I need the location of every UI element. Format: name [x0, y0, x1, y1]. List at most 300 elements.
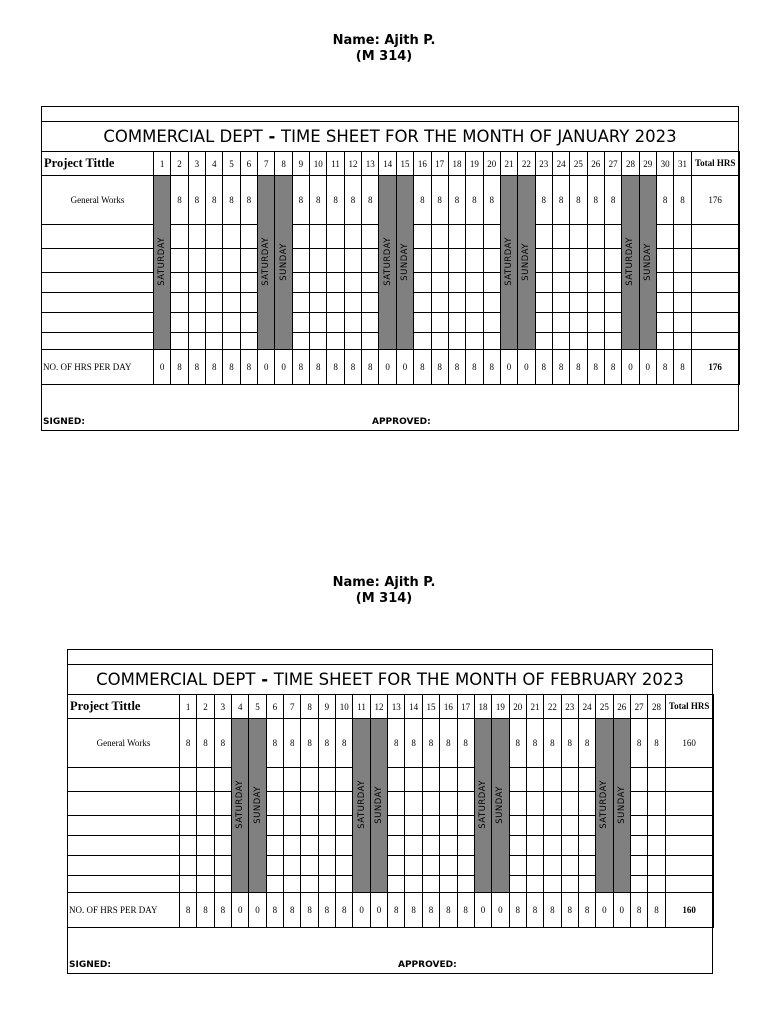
blank-hours-cell[interactable] — [544, 836, 561, 856]
blank-hours-cell[interactable] — [431, 225, 448, 249]
hours-cell[interactable]: 8 — [188, 176, 205, 225]
blank-hours-cell[interactable] — [422, 876, 439, 893]
blank-hours-cell[interactable] — [266, 836, 283, 856]
blank-hours-cell[interactable] — [344, 333, 361, 350]
blank-project-cell[interactable] — [68, 816, 180, 836]
blank-hours-cell[interactable] — [197, 816, 214, 836]
hours-cell[interactable]: 8 — [587, 176, 604, 225]
blank-hours-cell[interactable] — [457, 856, 474, 876]
blank-hours-cell[interactable] — [362, 293, 379, 313]
blank-hours-cell[interactable] — [414, 273, 431, 293]
blank-hours-cell[interactable] — [552, 273, 569, 293]
blank-hours-cell[interactable] — [448, 313, 465, 333]
blank-hours-cell[interactable] — [656, 249, 673, 273]
blank-hours-cell[interactable] — [604, 273, 621, 293]
blank-hours-cell[interactable] — [656, 313, 673, 333]
blank-hours-cell[interactable] — [310, 313, 327, 333]
blank-hours-cell[interactable] — [301, 876, 318, 893]
blank-hours-cell[interactable] — [180, 792, 197, 816]
blank-hours-cell[interactable] — [327, 249, 344, 273]
blank-hours-cell[interactable] — [301, 792, 318, 816]
blank-hours-cell[interactable] — [266, 768, 283, 792]
blank-hours-cell[interactable] — [240, 333, 257, 350]
blank-hours-cell[interactable] — [552, 333, 569, 350]
blank-hours-cell[interactable] — [483, 313, 500, 333]
blank-hours-cell[interactable] — [171, 249, 188, 273]
blank-hours-cell[interactable] — [561, 836, 578, 856]
blank-hours-cell[interactable] — [284, 792, 301, 816]
blank-hours-cell[interactable] — [674, 225, 691, 249]
blank-hours-cell[interactable] — [422, 816, 439, 836]
blank-hours-cell[interactable] — [674, 293, 691, 313]
hours-cell[interactable]: 8 — [570, 176, 587, 225]
blank-hours-cell[interactable] — [483, 333, 500, 350]
blank-hours-cell[interactable] — [188, 225, 205, 249]
blank-hours-cell[interactable] — [526, 876, 543, 893]
hours-cell[interactable]: 8 — [223, 176, 240, 225]
blank-hours-cell[interactable] — [561, 768, 578, 792]
blank-hours-cell[interactable] — [336, 876, 353, 893]
blank-hours-cell[interactable] — [292, 293, 309, 313]
blank-hours-cell[interactable] — [388, 856, 405, 876]
blank-hours-cell[interactable] — [526, 792, 543, 816]
hours-cell[interactable]: 8 — [561, 719, 578, 768]
blank-hours-cell[interactable] — [561, 876, 578, 893]
blank-hours-cell[interactable] — [630, 768, 647, 792]
blank-hours-cell[interactable] — [310, 273, 327, 293]
blank-hours-cell[interactable] — [578, 876, 595, 893]
blank-hours-cell[interactable] — [362, 333, 379, 350]
hours-cell[interactable]: 8 — [336, 719, 353, 768]
blank-hours-cell[interactable] — [240, 313, 257, 333]
blank-hours-cell[interactable] — [336, 836, 353, 856]
blank-hours-cell[interactable] — [292, 249, 309, 273]
blank-hours-cell[interactable] — [544, 856, 561, 876]
blank-hours-cell[interactable] — [318, 856, 335, 876]
blank-project-cell[interactable] — [42, 293, 154, 313]
blank-hours-cell[interactable] — [466, 273, 483, 293]
hours-cell[interactable]: 8 — [414, 176, 431, 225]
blank-hours-cell[interactable] — [171, 225, 188, 249]
blank-hours-cell[interactable] — [535, 313, 552, 333]
blank-hours-cell[interactable] — [570, 273, 587, 293]
blank-hours-cell[interactable] — [648, 768, 665, 792]
blank-hours-cell[interactable] — [240, 225, 257, 249]
blank-project-cell[interactable] — [42, 313, 154, 333]
blank-hours-cell[interactable] — [214, 856, 231, 876]
blank-hours-cell[interactable] — [266, 856, 283, 876]
blank-hours-cell[interactable] — [388, 816, 405, 836]
blank-hours-cell[interactable] — [570, 249, 587, 273]
hours-cell[interactable]: 8 — [422, 719, 439, 768]
blank-hours-cell[interactable] — [414, 333, 431, 350]
hours-cell[interactable]: 8 — [526, 719, 543, 768]
blank-hours-cell[interactable] — [440, 792, 457, 816]
blank-hours-cell[interactable] — [604, 313, 621, 333]
blank-hours-cell[interactable] — [197, 876, 214, 893]
hours-cell[interactable]: 8 — [535, 176, 552, 225]
hours-cell[interactable]: 8 — [310, 176, 327, 225]
hours-cell[interactable]: 8 — [301, 719, 318, 768]
hours-cell[interactable]: 8 — [509, 719, 526, 768]
blank-hours-cell[interactable] — [587, 225, 604, 249]
blank-hours-cell[interactable] — [561, 792, 578, 816]
blank-hours-cell[interactable] — [180, 836, 197, 856]
blank-hours-cell[interactable] — [223, 313, 240, 333]
hours-cell[interactable]: 8 — [552, 176, 569, 225]
blank-hours-cell[interactable] — [509, 792, 526, 816]
blank-hours-cell[interactable] — [388, 836, 405, 856]
hours-cell[interactable]: 8 — [197, 719, 214, 768]
blank-hours-cell[interactable] — [587, 273, 604, 293]
blank-hours-cell[interactable] — [223, 225, 240, 249]
blank-hours-cell[interactable] — [327, 293, 344, 313]
blank-hours-cell[interactable] — [561, 856, 578, 876]
blank-hours-cell[interactable] — [171, 273, 188, 293]
blank-hours-cell[interactable] — [526, 768, 543, 792]
blank-hours-cell[interactable] — [405, 836, 422, 856]
blank-hours-cell[interactable] — [509, 856, 526, 876]
blank-hours-cell[interactable] — [171, 313, 188, 333]
blank-hours-cell[interactable] — [578, 816, 595, 836]
blank-hours-cell[interactable] — [578, 836, 595, 856]
hours-cell[interactable]: 8 — [344, 176, 361, 225]
blank-hours-cell[interactable] — [223, 333, 240, 350]
blank-hours-cell[interactable] — [570, 313, 587, 333]
blank-hours-cell[interactable] — [318, 836, 335, 856]
blank-hours-cell[interactable] — [284, 768, 301, 792]
blank-hours-cell[interactable] — [336, 816, 353, 836]
blank-hours-cell[interactable] — [552, 225, 569, 249]
blank-hours-cell[interactable] — [448, 333, 465, 350]
blank-hours-cell[interactable] — [240, 249, 257, 273]
blank-hours-cell[interactable] — [284, 836, 301, 856]
blank-hours-cell[interactable] — [188, 313, 205, 333]
blank-project-cell[interactable] — [68, 792, 180, 816]
blank-hours-cell[interactable] — [570, 293, 587, 313]
blank-hours-cell[interactable] — [457, 792, 474, 816]
hours-cell[interactable]: 8 — [544, 719, 561, 768]
blank-hours-cell[interactable] — [448, 273, 465, 293]
blank-hours-cell[interactable] — [656, 293, 673, 313]
blank-hours-cell[interactable] — [310, 249, 327, 273]
blank-hours-cell[interactable] — [214, 768, 231, 792]
blank-hours-cell[interactable] — [466, 293, 483, 313]
blank-hours-cell[interactable] — [648, 816, 665, 836]
blank-hours-cell[interactable] — [180, 768, 197, 792]
blank-hours-cell[interactable] — [544, 768, 561, 792]
hours-cell[interactable]: 8 — [457, 719, 474, 768]
hours-cell[interactable]: 8 — [440, 719, 457, 768]
blank-hours-cell[interactable] — [674, 313, 691, 333]
blank-hours-cell[interactable] — [648, 792, 665, 816]
blank-hours-cell[interactable] — [431, 333, 448, 350]
blank-hours-cell[interactable] — [318, 876, 335, 893]
blank-hours-cell[interactable] — [284, 816, 301, 836]
blank-hours-cell[interactable] — [284, 856, 301, 876]
blank-hours-cell[interactable] — [648, 856, 665, 876]
blank-hours-cell[interactable] — [336, 768, 353, 792]
hours-cell[interactable]: 8 — [578, 719, 595, 768]
hours-cell[interactable]: 8 — [466, 176, 483, 225]
blank-hours-cell[interactable] — [578, 768, 595, 792]
hours-cell[interactable]: 8 — [604, 176, 621, 225]
hours-cell[interactable]: 8 — [483, 176, 500, 225]
blank-hours-cell[interactable] — [552, 249, 569, 273]
blank-hours-cell[interactable] — [171, 293, 188, 313]
blank-hours-cell[interactable] — [422, 792, 439, 816]
blank-hours-cell[interactable] — [327, 273, 344, 293]
blank-hours-cell[interactable] — [344, 273, 361, 293]
blank-hours-cell[interactable] — [578, 792, 595, 816]
blank-hours-cell[interactable] — [301, 836, 318, 856]
blank-hours-cell[interactable] — [197, 792, 214, 816]
blank-hours-cell[interactable] — [526, 816, 543, 836]
blank-hours-cell[interactable] — [301, 768, 318, 792]
blank-hours-cell[interactable] — [405, 816, 422, 836]
blank-hours-cell[interactable] — [630, 876, 647, 893]
blank-hours-cell[interactable] — [344, 313, 361, 333]
blank-hours-cell[interactable] — [526, 836, 543, 856]
blank-hours-cell[interactable] — [466, 313, 483, 333]
blank-hours-cell[interactable] — [535, 333, 552, 350]
blank-hours-cell[interactable] — [509, 836, 526, 856]
blank-hours-cell[interactable] — [318, 816, 335, 836]
blank-hours-cell[interactable] — [440, 816, 457, 836]
blank-hours-cell[interactable] — [292, 225, 309, 249]
blank-hours-cell[interactable] — [206, 313, 223, 333]
hours-cell[interactable]: 8 — [206, 176, 223, 225]
blank-hours-cell[interactable] — [535, 225, 552, 249]
blank-hours-cell[interactable] — [318, 768, 335, 792]
blank-hours-cell[interactable] — [457, 876, 474, 893]
blank-hours-cell[interactable] — [180, 876, 197, 893]
blank-hours-cell[interactable] — [214, 876, 231, 893]
blank-hours-cell[interactable] — [362, 249, 379, 273]
blank-hours-cell[interactable] — [431, 249, 448, 273]
blank-hours-cell[interactable] — [509, 768, 526, 792]
blank-hours-cell[interactable] — [180, 856, 197, 876]
blank-hours-cell[interactable] — [630, 836, 647, 856]
blank-hours-cell[interactable] — [344, 225, 361, 249]
blank-hours-cell[interactable] — [405, 876, 422, 893]
blank-hours-cell[interactable] — [422, 856, 439, 876]
hours-cell[interactable]: 8 — [388, 719, 405, 768]
blank-hours-cell[interactable] — [587, 333, 604, 350]
blank-project-cell[interactable] — [42, 273, 154, 293]
blank-hours-cell[interactable] — [336, 792, 353, 816]
blank-hours-cell[interactable] — [483, 249, 500, 273]
blank-hours-cell[interactable] — [327, 333, 344, 350]
blank-hours-cell[interactable] — [240, 273, 257, 293]
blank-hours-cell[interactable] — [674, 249, 691, 273]
blank-hours-cell[interactable] — [431, 273, 448, 293]
hours-cell[interactable]: 8 — [180, 719, 197, 768]
blank-hours-cell[interactable] — [223, 249, 240, 273]
blank-hours-cell[interactable] — [223, 273, 240, 293]
blank-hours-cell[interactable] — [344, 249, 361, 273]
blank-hours-cell[interactable] — [310, 225, 327, 249]
blank-hours-cell[interactable] — [604, 333, 621, 350]
hours-cell[interactable]: 8 — [214, 719, 231, 768]
hours-cell[interactable]: 8 — [318, 719, 335, 768]
blank-hours-cell[interactable] — [292, 333, 309, 350]
blank-hours-cell[interactable] — [301, 856, 318, 876]
blank-hours-cell[interactable] — [388, 876, 405, 893]
blank-hours-cell[interactable] — [552, 313, 569, 333]
blank-hours-cell[interactable] — [570, 333, 587, 350]
blank-hours-cell[interactable] — [457, 836, 474, 856]
blank-hours-cell[interactable] — [674, 333, 691, 350]
blank-hours-cell[interactable] — [587, 249, 604, 273]
blank-hours-cell[interactable] — [197, 768, 214, 792]
blank-hours-cell[interactable] — [526, 856, 543, 876]
hours-cell[interactable]: 8 — [362, 176, 379, 225]
hours-cell[interactable]: 8 — [171, 176, 188, 225]
blank-hours-cell[interactable] — [466, 249, 483, 273]
blank-hours-cell[interactable] — [448, 249, 465, 273]
blank-hours-cell[interactable] — [648, 876, 665, 893]
blank-project-cell[interactable] — [42, 225, 154, 249]
blank-hours-cell[interactable] — [414, 293, 431, 313]
blank-hours-cell[interactable] — [266, 816, 283, 836]
blank-hours-cell[interactable] — [440, 768, 457, 792]
blank-hours-cell[interactable] — [188, 333, 205, 350]
blank-hours-cell[interactable] — [214, 816, 231, 836]
blank-hours-cell[interactable] — [457, 768, 474, 792]
blank-hours-cell[interactable] — [648, 836, 665, 856]
blank-hours-cell[interactable] — [440, 856, 457, 876]
blank-hours-cell[interactable] — [240, 293, 257, 313]
blank-hours-cell[interactable] — [604, 225, 621, 249]
blank-hours-cell[interactable] — [544, 876, 561, 893]
blank-hours-cell[interactable] — [214, 836, 231, 856]
blank-hours-cell[interactable] — [552, 293, 569, 313]
blank-hours-cell[interactable] — [587, 293, 604, 313]
blank-hours-cell[interactable] — [630, 792, 647, 816]
blank-hours-cell[interactable] — [422, 836, 439, 856]
blank-hours-cell[interactable] — [344, 293, 361, 313]
blank-hours-cell[interactable] — [630, 816, 647, 836]
blank-hours-cell[interactable] — [656, 333, 673, 350]
hours-cell[interactable]: 8 — [431, 176, 448, 225]
blank-hours-cell[interactable] — [310, 293, 327, 313]
blank-hours-cell[interactable] — [292, 273, 309, 293]
blank-project-cell[interactable] — [68, 856, 180, 876]
blank-hours-cell[interactable] — [414, 225, 431, 249]
blank-hours-cell[interactable] — [483, 293, 500, 313]
blank-hours-cell[interactable] — [388, 792, 405, 816]
blank-hours-cell[interactable] — [188, 293, 205, 313]
blank-hours-cell[interactable] — [483, 273, 500, 293]
blank-hours-cell[interactable] — [440, 876, 457, 893]
blank-hours-cell[interactable] — [206, 225, 223, 249]
blank-hours-cell[interactable] — [197, 836, 214, 856]
blank-hours-cell[interactable] — [197, 856, 214, 876]
blank-hours-cell[interactable] — [405, 856, 422, 876]
blank-hours-cell[interactable] — [180, 816, 197, 836]
blank-hours-cell[interactable] — [535, 293, 552, 313]
blank-project-cell[interactable] — [42, 249, 154, 273]
blank-hours-cell[interactable] — [656, 225, 673, 249]
blank-hours-cell[interactable] — [422, 768, 439, 792]
blank-hours-cell[interactable] — [587, 313, 604, 333]
blank-hours-cell[interactable] — [223, 293, 240, 313]
hours-cell[interactable]: 8 — [266, 719, 283, 768]
blank-hours-cell[interactable] — [327, 225, 344, 249]
blank-hours-cell[interactable] — [604, 249, 621, 273]
blank-hours-cell[interactable] — [171, 333, 188, 350]
hours-cell[interactable]: 8 — [284, 719, 301, 768]
hours-cell[interactable]: 8 — [674, 176, 691, 225]
hours-cell[interactable]: 8 — [327, 176, 344, 225]
blank-hours-cell[interactable] — [292, 313, 309, 333]
blank-hours-cell[interactable] — [448, 225, 465, 249]
blank-hours-cell[interactable] — [301, 816, 318, 836]
blank-hours-cell[interactable] — [327, 313, 344, 333]
blank-hours-cell[interactable] — [431, 313, 448, 333]
blank-hours-cell[interactable] — [578, 856, 595, 876]
blank-hours-cell[interactable] — [535, 249, 552, 273]
blank-hours-cell[interactable] — [188, 273, 205, 293]
blank-hours-cell[interactable] — [561, 816, 578, 836]
blank-project-cell[interactable] — [42, 333, 154, 350]
blank-hours-cell[interactable] — [674, 273, 691, 293]
blank-hours-cell[interactable] — [570, 225, 587, 249]
blank-hours-cell[interactable] — [206, 333, 223, 350]
blank-hours-cell[interactable] — [483, 225, 500, 249]
blank-hours-cell[interactable] — [414, 313, 431, 333]
hours-cell[interactable]: 8 — [240, 176, 257, 225]
blank-hours-cell[interactable] — [206, 249, 223, 273]
blank-hours-cell[interactable] — [318, 792, 335, 816]
blank-hours-cell[interactable] — [206, 273, 223, 293]
blank-hours-cell[interactable] — [362, 225, 379, 249]
blank-hours-cell[interactable] — [535, 273, 552, 293]
blank-hours-cell[interactable] — [440, 836, 457, 856]
hours-cell[interactable]: 8 — [630, 719, 647, 768]
blank-hours-cell[interactable] — [266, 876, 283, 893]
blank-hours-cell[interactable] — [405, 792, 422, 816]
blank-hours-cell[interactable] — [656, 273, 673, 293]
blank-project-cell[interactable] — [68, 876, 180, 893]
blank-hours-cell[interactable] — [457, 816, 474, 836]
hours-cell[interactable]: 8 — [648, 719, 665, 768]
blank-hours-cell[interactable] — [310, 333, 327, 350]
blank-hours-cell[interactable] — [544, 816, 561, 836]
hours-cell[interactable]: 8 — [405, 719, 422, 768]
blank-hours-cell[interactable] — [448, 293, 465, 313]
blank-hours-cell[interactable] — [466, 333, 483, 350]
blank-hours-cell[interactable] — [362, 273, 379, 293]
blank-hours-cell[interactable] — [388, 768, 405, 792]
blank-hours-cell[interactable] — [206, 293, 223, 313]
hours-cell[interactable]: 8 — [292, 176, 309, 225]
blank-hours-cell[interactable] — [266, 792, 283, 816]
blank-hours-cell[interactable] — [188, 249, 205, 273]
blank-hours-cell[interactable] — [604, 293, 621, 313]
blank-hours-cell[interactable] — [336, 856, 353, 876]
blank-hours-cell[interactable] — [509, 816, 526, 836]
blank-hours-cell[interactable] — [362, 313, 379, 333]
blank-hours-cell[interactable] — [509, 876, 526, 893]
blank-hours-cell[interactable] — [431, 293, 448, 313]
blank-hours-cell[interactable] — [414, 249, 431, 273]
blank-hours-cell[interactable] — [284, 876, 301, 893]
hours-cell[interactable]: 8 — [448, 176, 465, 225]
hours-cell[interactable]: 8 — [656, 176, 673, 225]
blank-project-cell[interactable] — [68, 768, 180, 792]
